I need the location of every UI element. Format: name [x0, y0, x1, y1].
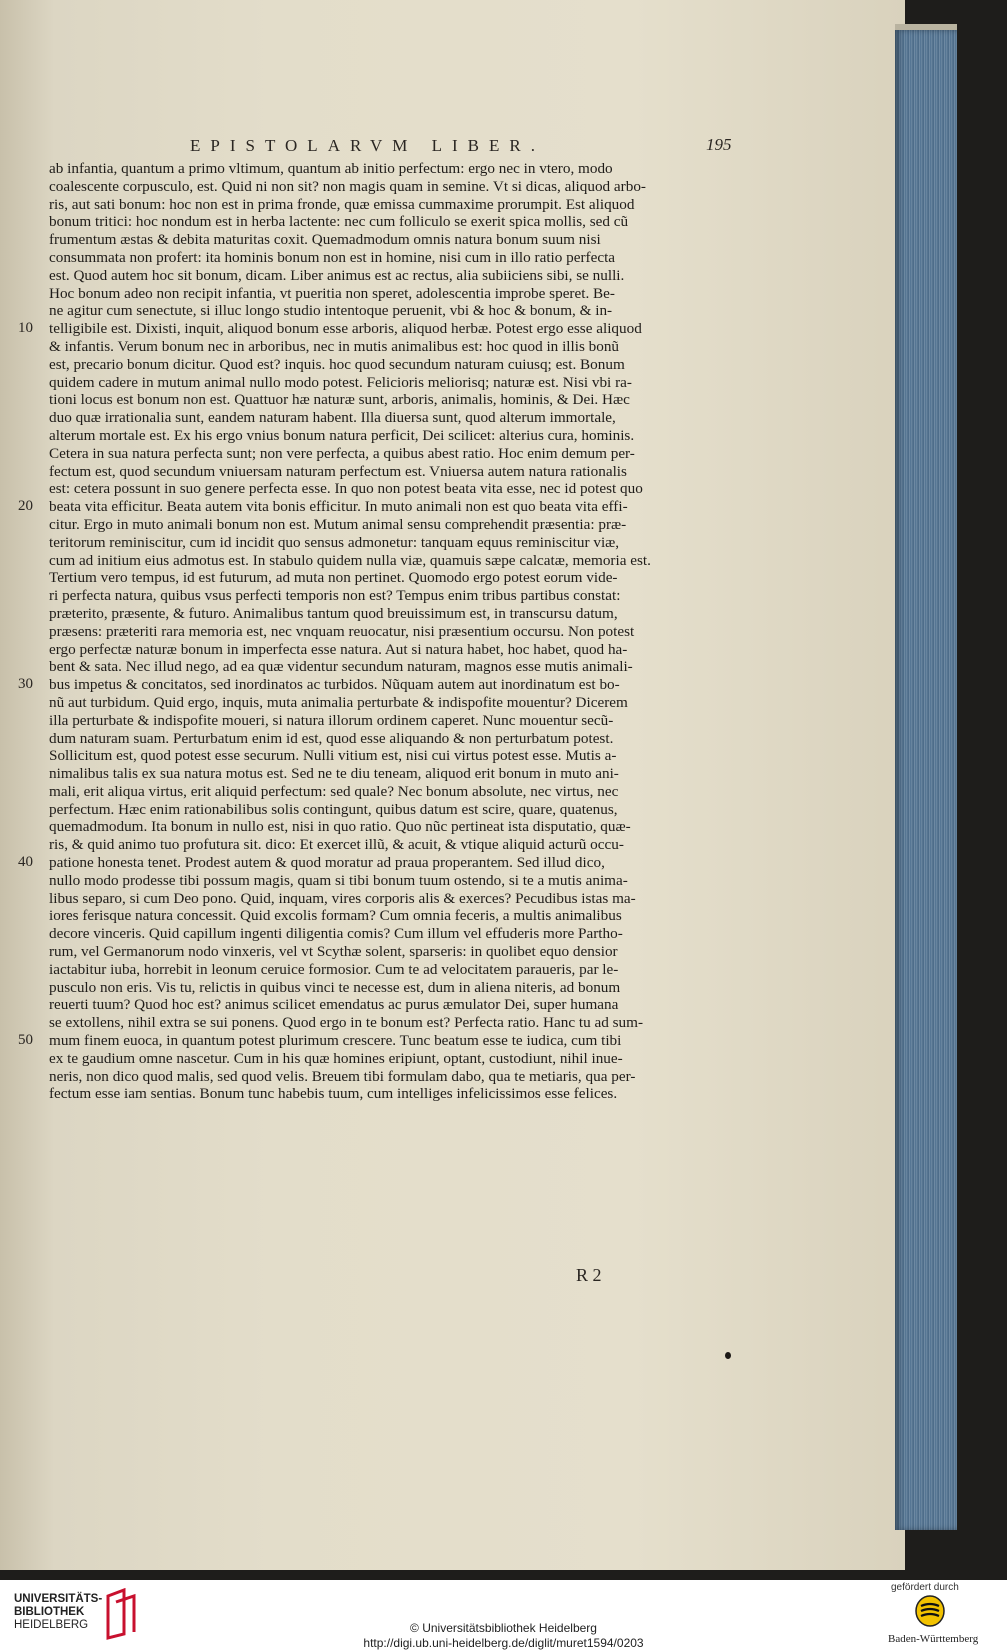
- text-line: præsens: præteriti rara memoria est, nec vnquam reuocatur, nisi præsentium occursu. Non potest: [49, 622, 635, 640]
- text-line: ne agitur cum senectute, si illuc longo studio intentoque peruenit, vbi & hoc & bonum, & in-: [49, 302, 613, 320]
- text-line: Tertium vero tempus, id est futurum, ad muta non pertinet. Quomodo ergo potest eorum vide-: [49, 569, 618, 587]
- text-line: rum, vel Germanorum nodo vinxeris, vel vt Scythæ solent, sparseris: in quolibet equo densior: [49, 943, 618, 961]
- text-line: dum naturam suam. Perturbatum enim id est, quod esse aliquando & non perturbatum potest.: [49, 729, 614, 747]
- text-line: est. Quod autem hoc sit bonum, dicam. Liber animus est ac rectus, alia subiiciens sibi, se nulli.: [49, 266, 625, 284]
- text-line: Hoc bonum adeo non recipit infantia, vt pueritia non speret, adolescentia improbe speret. Be-: [49, 284, 615, 302]
- text-line: libus separo, si cum Deo pono. Quid, inquam, vires corporis alis & exerces? Pecudibus istas ma-: [49, 889, 636, 907]
- text-line: ris, & quid animo tuo profutura sit. dico: Et exercet illũ, & acuit, & vtique aliquid acturũ occu-: [49, 836, 624, 854]
- text-line: bus impetus & concitatos, sed inordinatos ac turbidos. Nũquam autem aut inordinatum est bo-: [49, 676, 620, 694]
- margin-line-number: 30: [18, 676, 33, 693]
- margin-line-number: 20: [18, 498, 33, 515]
- text-line: iactabitur iuba, horrebit in leonum ceruice formosior. Cum te ad velocitatem paraueris, par le-: [49, 960, 619, 978]
- text-line: coalescente corpusculo, est. Quid ni non sit? non magis quam in semine. Vt si dicas, aliquod arbo-: [49, 177, 646, 195]
- margin-line-number: 40: [18, 854, 33, 871]
- text-line: illa perturbate & indispofite moueri, si natura illorum ordinem caperet. Nunc mouentur secũ-: [49, 711, 614, 729]
- text-line: ex te gaudium omne nascetur. Cum in his quæ homines eripiunt, optant, custodiunt, nihil inue-: [49, 1049, 623, 1067]
- sponsor-label: gefördert durch: [891, 1582, 959, 1593]
- sponsor-name: Baden-Württemberg: [888, 1633, 979, 1645]
- text-line: nullo modo prodesse tibi possum magis, quam si tibi bonum tuum ostendo, si te a mutis anima-: [49, 871, 628, 889]
- text-line: fectum est, quod secundum vniuersam naturam perfectum est. Vniuersa autem natura rationalis: [49, 462, 627, 480]
- text-line: cum ad initium eius admotus est. In stabulo quidem nulla viæ, quamuis sæpe calcatæ, memoria est.: [49, 551, 651, 569]
- copyright-text: © Universitätsbibliothek Heidelberg: [410, 1621, 597, 1635]
- text-line: tioni locus est bonum non est. Quattuor hæ naturæ sunt, arboris, animalis, hominis, & Dei. Hæc: [49, 391, 630, 409]
- margin-line-number: 10: [18, 320, 33, 337]
- ink-dot: [725, 1352, 731, 1359]
- text-line: Sollicitum est, quod potest esse securum. Nulli vitium est, nisi cui virtus potest esse. Mutis a-: [49, 747, 617, 765]
- source-url-link[interactable]: http://digi.ub.uni-heidelberg.de/diglit/muret1594/0203: [363, 1636, 644, 1650]
- text-line: est, precario bonum dicitur. Quod est? inquis. hoc quod secundum naturam cuiusq; est. Bonum: [49, 355, 625, 373]
- text-line: ergo perfectæ naturæ bonum in imperfecta esse natura. Aut si natura habet, hoc habet, quod ha-: [49, 640, 628, 658]
- text-line: mum finem euoca, in quantum potest plurimum crescere. Tunc beatum esse te iudica, cum tibi: [49, 1032, 622, 1050]
- text-line: se extollens, nihil extra se sui ponens. Quod ergo in te bonum est? Perfecta ratio. Hanc tu ad sum-: [49, 1014, 643, 1032]
- text-line: citur. Ergo in muto animali bonum non est. Mutum animal sensu comprehendit præsentia: præ-: [49, 515, 627, 533]
- state-crest-icon: [914, 1594, 946, 1628]
- text-line: ab infantia, quantum a primo vltimum, quantum ab initio perfectum: ergo nec in vtero, modo: [49, 160, 613, 177]
- text-line: nimalibus talis ex sua natura motus est. Sed ne te diu teneam, aliquod erit bonum in muto ani-: [49, 765, 619, 783]
- text-line: quemadmodum. Ita bonum in nullo est, nisi in quo ratio. Quo nũc pertineat ista disputatio, quæ-: [49, 818, 631, 836]
- text-line: alterum mortale est. Ex his ergo vnius bonum natura perficit, Dei scilicet: alterius cura, hominis.: [49, 426, 635, 444]
- page-edges: [895, 30, 957, 1530]
- text-line: bonum tritici: hoc nondum est in herba lactente: nec cum folliculo se exerit spica mollis, sed cũ: [49, 213, 629, 231]
- text-line: beata vita efficitur. Beata autem vita bonis efficitur. In muto animali non est quo beata vita effi-: [49, 498, 628, 516]
- folio-number: 195: [706, 135, 732, 154]
- text-line: patione honesta tenet. Prodest autem & quod moratur ad praua properantem. Sed illud dico,: [49, 854, 605, 872]
- text-line: decore vinceris. Quid capillum ingenti diligentia comis? Cum illum vel effuderis more Partho-: [49, 925, 623, 943]
- text-line: Cetera in sua natura perfecta sunt; non vere perfecta, a quibus abest ratio. Hoc enim demum per-: [49, 444, 635, 462]
- text-line: frumentum æstas & debita maturitas coxit. Quemadmodum omnis natura bonum suum nisi: [49, 231, 601, 249]
- text-line: iores ferisque natura concessit. Quid excolis formam? Cum omnia feceris, a multis animalibus: [49, 907, 622, 925]
- running-head: EPISTOLARVM LIBER.: [190, 136, 545, 155]
- text-line: ris, aut sati bonum: hoc non est in prima fronde, quæ emissa cummaxime prorumpit. Est aliquod: [49, 195, 635, 213]
- text-line: quidem cadere in mutum animal nullo modo potest. Felicioris meliorisq; naturæ est. Nisi vbi ra-: [49, 373, 632, 391]
- text-block: [49, 160, 709, 1103]
- text-line: est: cetera possunt in suo genere perfecta esse. In quo non potest beata vita esse, nec id potest quo: [49, 480, 643, 498]
- margin-line-number: 50: [18, 1032, 33, 1049]
- text-line: & infantis. Verum bonum nec in arboribus, nec in mutis animalibus est: hoc quod in illis bonũ: [49, 337, 620, 355]
- text-line: teritorum reminiscitur, cum id incidit quo sensus admonetur: tanquam equus reminiscitur viæ,: [49, 533, 620, 551]
- library-name-line3: HEIDELBERG: [14, 1619, 89, 1631]
- text-line: nũ aut turbidum. Quid ergo, inquis, muta animalia perturbate & indispofite mouentur? Dicerem: [49, 693, 628, 711]
- text-line: pusculo non eris. Vis tu, relictis in quibus vinci te necesse est, dum in aliena niteris, ad bonum: [49, 978, 621, 996]
- text-line: telligibile est. Dixisti, inquit, aliquod bonum esse arboris, aliquod herbæ. Potest ergo esse aliquod: [49, 320, 642, 338]
- text-line: mali, erit aliqua virtus, erit aliquid perfectum: sed quale? Nec bonum absolute, nec virtus, nec: [49, 782, 619, 800]
- text-line: fectum esse iam sentias. Bonum tunc habebis tuum, cum intelliges infelicissimos esse felices.: [49, 1085, 618, 1103]
- text-line: duo quæ irrationalia sunt, eandem naturam habent. Illa diuersa sunt, quod alterum immortale,: [49, 409, 616, 427]
- text-line: neris, non dico quod malis, sed quod velis. Breuem tibi formulam dabo, qua te metiaris, qua per-: [49, 1067, 636, 1085]
- text-line: reuerti tuum? Quod hoc est? animus scilicet emendatus ac purus æmulator Dei, super humana: [49, 996, 619, 1014]
- text-line: perfectum. Hæc enim rationabilibus solis contingunt, quibus datum est scire, quare, quatenus,: [49, 800, 618, 818]
- library-name-line1: UNIVERSITÄTS-: [14, 1593, 103, 1605]
- text-line: consummata non profert: ita hominis bonum non est in homine, nisi cum in illo ratio perfecta: [49, 248, 616, 266]
- text-line: ri perfecta natura, quibus vsus perfecti temporis non est? Tempus enim tribus partibus constat:: [49, 587, 621, 605]
- library-name-line2: BIBLIOTHEK: [14, 1606, 85, 1618]
- text-line: præterito, præsente, & futuro. Animalibus tantum quod breuissimum est, in transcursu datum,: [49, 604, 618, 622]
- signature-mark: R 2: [576, 1265, 602, 1285]
- text-line: bent & sata. Nec illud nego, ad ea quæ videntur secundum naturam, magnos esse mutis animali-: [49, 658, 633, 676]
